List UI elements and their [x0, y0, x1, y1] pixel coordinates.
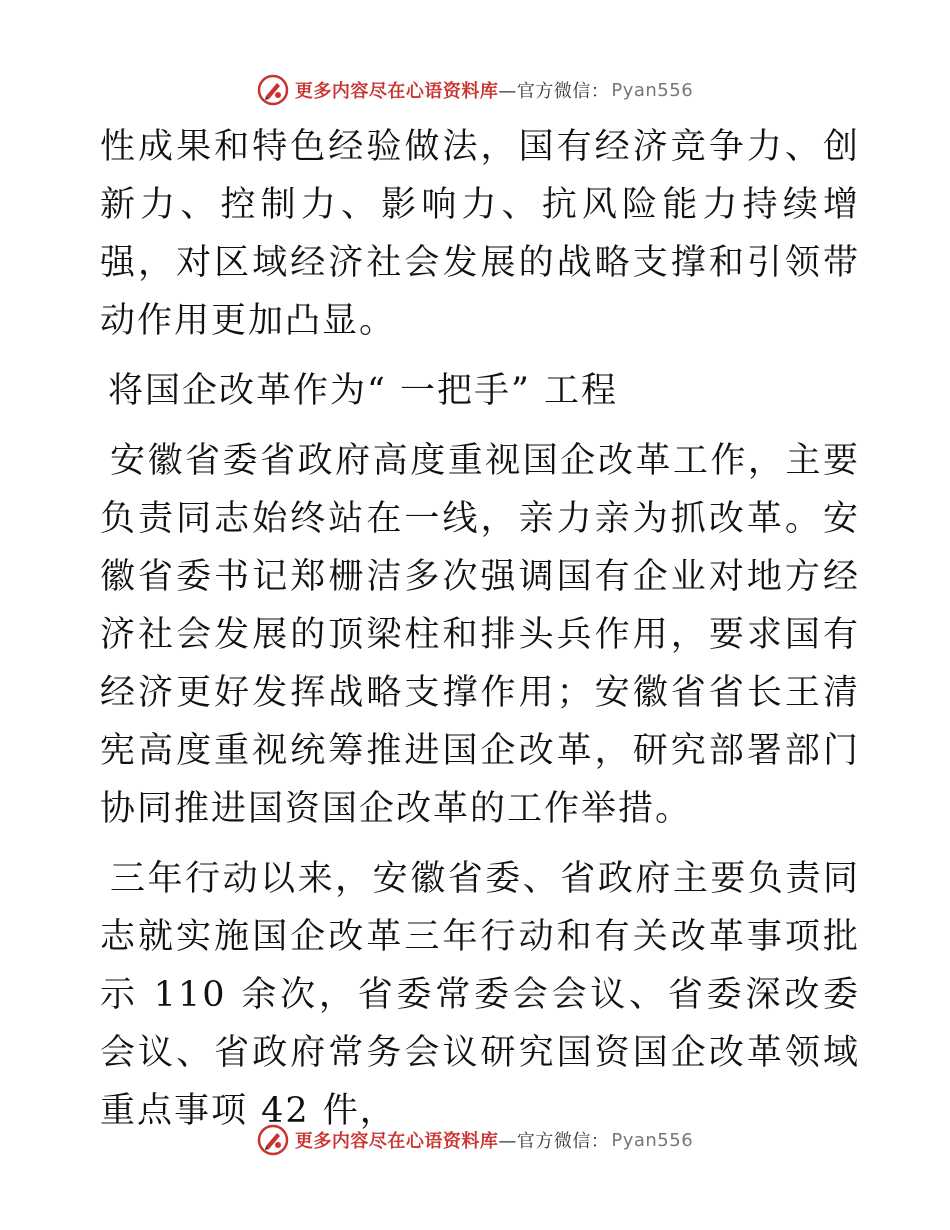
watermark-separator-text: —官方微信：: [498, 1131, 610, 1152]
library-logo-icon: [257, 74, 289, 106]
paragraph-2: 安徽省委省政府高度重视国企改革工作，主要负责同志始终站在一线，亲力亲为抓改革。安徽省委书记郑栅洁多次强调国有企业对地方经济社会发展的顶梁柱和排头兵作用，要求国有经济更好发挥战略支撑作用；安徽省省长王清宪高度重视统筹推进国企改革，研究部署部门协同推进国资国企改革的工作举措。: [100, 441, 860, 829]
library-logo-icon: [257, 1124, 289, 1156]
watermark-main-text: 更多内容尽在心语资料库: [294, 81, 499, 102]
watermark-main-text: 更多内容尽在心语资料库: [294, 1131, 499, 1152]
paragraph-3: 三年行动以来，安徽省委、省政府主要负责同志就实施国企改革三年行动和有关改革事项批示 110 余次，省委常委会会议、省委深改委会议、省政府常务会议研究国资国企改革领域重点事项 42 件，: [100, 859, 860, 1131]
watermark-wechat-id: Pyan556: [611, 79, 694, 101]
watermark-separator-text: —官方微信：: [498, 81, 610, 102]
document-body: [100, 118, 860, 1140]
header-watermark: [0, 72, 950, 108]
footer-watermark: [0, 1122, 950, 1158]
section-heading: 将国企改革作为“ 一把手” 工程: [108, 371, 619, 411]
paragraph-1: 性成果和特色经验做法，国有经济竞争力、创新力、控制力、影响力、抗风险能力持续增强，对区域经济社会发展的战略支撑和引领带动作用更加凸显。: [100, 127, 860, 341]
watermark-wechat-id: Pyan556: [611, 1129, 694, 1151]
